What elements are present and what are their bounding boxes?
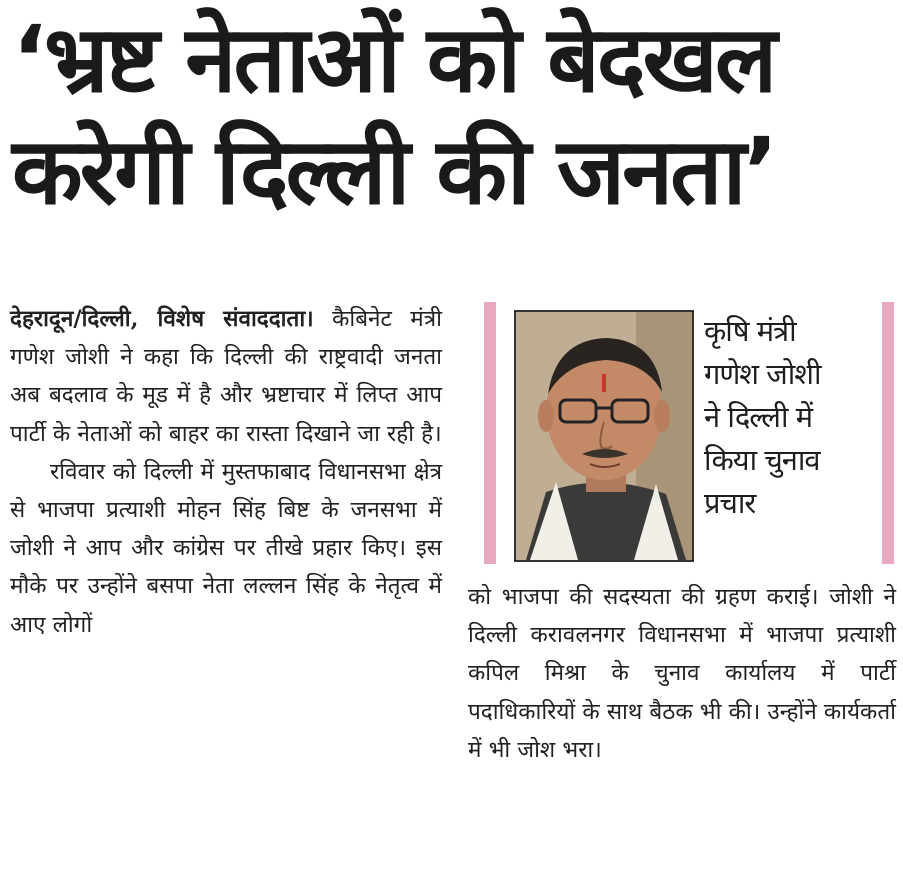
accent-bar-right bbox=[882, 302, 894, 564]
caption-line-4: किया चुनाव bbox=[704, 443, 820, 477]
headline-line-1: ‘भ्रष्ट नेताओं को बेदखल bbox=[12, 6, 775, 113]
article-paragraph-1: कैबिनेट मंत्री गणेश जोशी ने कहा कि दिल्ली की राष्ट्रवादी जनता अब बदलाव के मूड में है और भ्रष्टाचार में लिप्त आप पार्टी के नेताओं को बाहर का रास्ता दिखाने जा रही है। bbox=[10, 306, 442, 447]
article-paragraph-2: रविवार को दिल्ली में मुस्तफाबाद विधानसभा क्षेत्र से भाजपा प्रत्याशी मोहन सिंह बिष्ट के जनसभा में जोशी ने आप और कांग्रेस पर तीखे प्रहार किए। इस मौके पर उन्होंने बसपा नेता लल्लन सिंह के नेतृत्व में आए लोगों bbox=[10, 458, 442, 638]
minister-photo bbox=[514, 310, 694, 562]
article-intro bbox=[10, 300, 442, 453]
accent-bar-left bbox=[484, 302, 496, 564]
portrait-illustration bbox=[516, 312, 692, 560]
photo-box bbox=[484, 302, 894, 570]
article-paragraph-3: को भाजपा की सदस्यता की ग्रहण कराई। जोशी ने दिल्ली करावलनगर विधानसभा में भाजपा प्रत्याशी कपिल मिश्रा के चुनाव कार्यालय में पार्टी पदाधिकारियों के साथ बैठक भी की। उन्होंने कार्यकर्ता में भी जोश भरा। bbox=[468, 584, 896, 763]
article-column-right bbox=[468, 578, 896, 769]
caption-line-5: प्रचार bbox=[704, 486, 756, 520]
headline bbox=[12, 4, 892, 228]
caption-line-3: ने दिल्ली में bbox=[704, 400, 813, 434]
article-column-left bbox=[10, 300, 442, 644]
dateline: देहरादून/दिल्ली, विशेष संवाददाता। bbox=[10, 306, 314, 332]
caption-line-1: कृषि मंत्री bbox=[704, 314, 796, 348]
headline-line-2: करेगी दिल्ली की जनता’ bbox=[12, 118, 776, 225]
caption-line-2: गणेश जोशी bbox=[704, 357, 821, 391]
photo-caption bbox=[704, 310, 874, 525]
